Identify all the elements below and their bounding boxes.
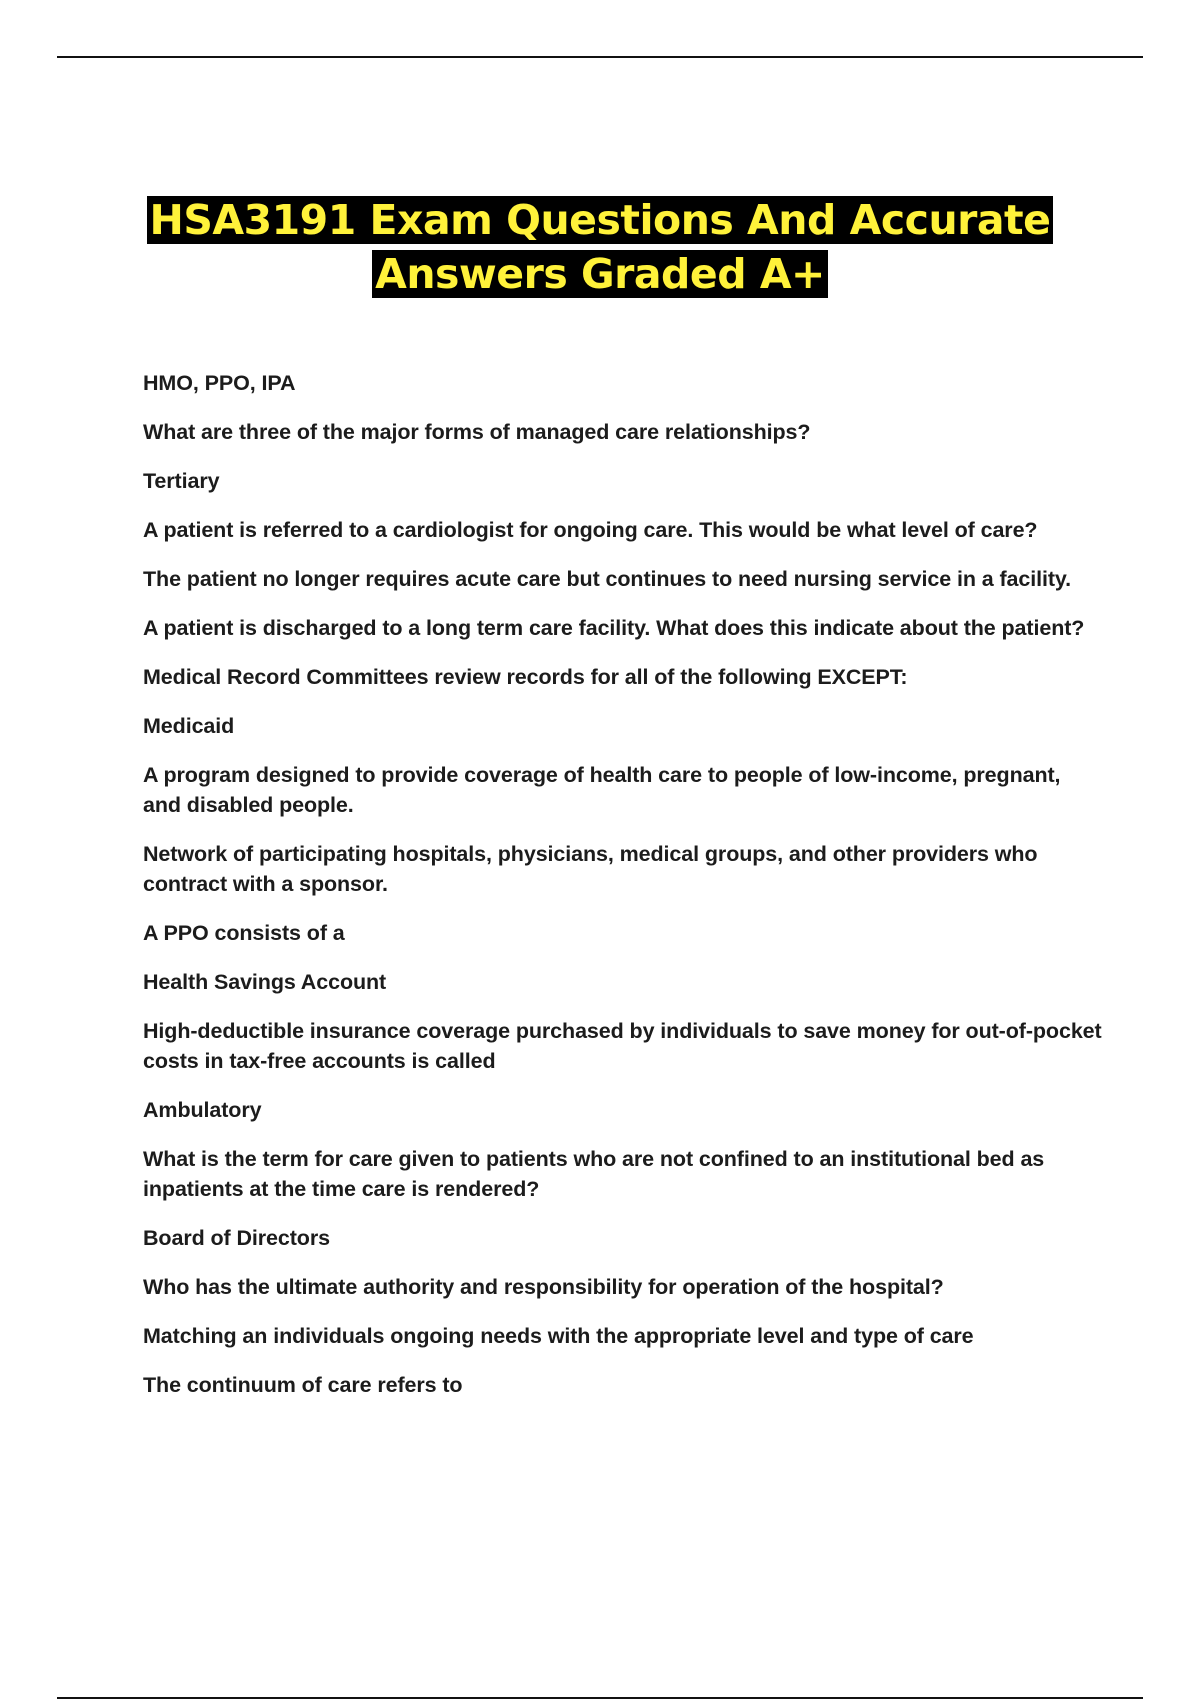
qa-entry: Board of Directors <box>143 1226 330 1250</box>
qa-entry: Network of participating hospitals, physicians, medical groups, and other providers who contract with a sponsor. <box>143 842 1038 896</box>
qa-entry: A PPO consists of a <box>143 921 345 945</box>
qa-entry: Medicaid <box>143 714 235 738</box>
qa-entry: HMO, PPO, IPA <box>143 371 296 395</box>
top-rule <box>57 56 1143 58</box>
qa-entry: A patient is referred to a cardiologist for ongoing care. This would be what level of care? <box>143 518 1038 542</box>
qa-entry: What is the term for care given to patients who are not confined to an institutional bed as inpatients at the time care is rendered? <box>143 1147 1045 1201</box>
qa-entry: High-deductible insurance coverage purchased by individuals to save money for out-of-pocket costs in tax-free accounts is called <box>143 1019 1102 1073</box>
qa-entry: A program designed to provide coverage of health care to people of low-income, pregnant, and disabled people. <box>143 763 1061 817</box>
qa-entry: Who has the ultimate authority and responsibility for operation of the hospital? <box>143 1275 944 1299</box>
title-line-2: Answers Graded A+ <box>372 250 828 298</box>
qa-entry: Medical Record Committees review records for all of the following EXCEPT: <box>143 665 908 689</box>
qa-entry: Tertiary <box>143 469 220 493</box>
bottom-rule <box>57 1697 1143 1699</box>
qa-entry: Health Savings Account <box>143 970 387 994</box>
qa-entry: A patient is discharged to a long term care facility. What does this indicate about the patient? <box>143 616 1085 640</box>
qa-list <box>143 368 1103 1419</box>
document-title <box>0 193 1200 301</box>
qa-entry: What are three of the major forms of managed care relationships? <box>143 420 811 444</box>
qa-entry: The continuum of care refers to <box>143 1373 463 1397</box>
title-line-1: HSA3191 Exam Questions And Accurate <box>147 196 1054 244</box>
qa-entry: Ambulatory <box>143 1098 262 1122</box>
qa-entry: Matching an individuals ongoing needs with the appropriate level and type of care <box>143 1324 974 1348</box>
qa-entry: The patient no longer requires acute care but continues to need nursing service in a facility. <box>143 567 1072 591</box>
